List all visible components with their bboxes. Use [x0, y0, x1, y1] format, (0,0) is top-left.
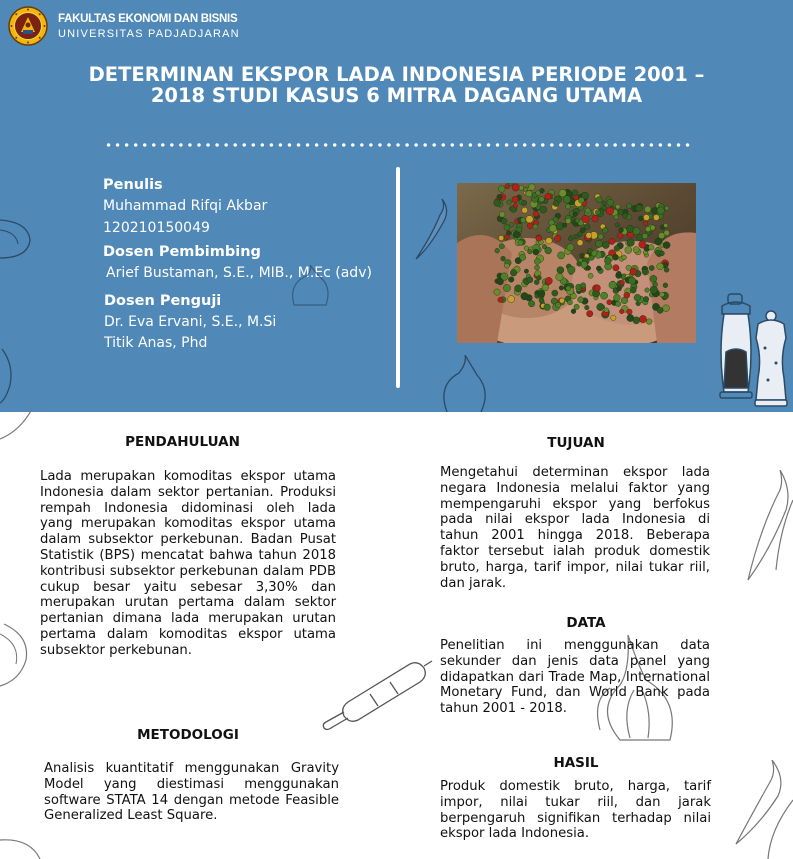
tujuan-title: TUJUAN [547, 435, 605, 451]
supervisor-label: Dosen Pembimbing [103, 244, 261, 260]
pendahuluan-text: Lada merupakan komoditas ekspor utama Indonesia dalam sektor pertanian. Produksi rempah Indonesia didominasi oleh lada yang merupakan komoditas ekspor utama dalam subsektor perkebunan. Badan Pusat Statistik (BPS) mencatat bahwa tahun 2018 kontribusi subsektor perkebunan dalam PDB cukup besar yaitu sebesar 3,30% dan merupakan urutan pertama dalam sektor pertanian dimana lada merupakan urutan pertama dalam komoditas ekspor utama subsektor perkebunan. [40, 469, 336, 658]
examiner-label: Dosen Penguji [104, 293, 222, 309]
author-label: Penulis [103, 177, 163, 193]
author-name: Muhammad Rifqi Akbar [103, 198, 268, 214]
metodologi-title: METODOLOGI [137, 727, 239, 743]
chili-icon [0, 405, 36, 445]
dotted-divider [104, 143, 694, 147]
data-text: Penelitian ini menggunakan data sekunder dan jenis data panel yang didapatkan dari Trade Map, International Monetary Fund, dan World Bank pada tahun 2001 - 2018. [440, 638, 710, 717]
pepper-photo [457, 183, 696, 343]
chili-icon [730, 760, 793, 859]
hasil-title: HASIL [553, 755, 599, 771]
garlic-icon [437, 355, 487, 412]
chili-icon [412, 195, 457, 265]
pendahuluan-title: PENDAHULUAN [125, 434, 240, 450]
poster-header [0, 0, 793, 412]
university-name: UNIVERSITAS PADJADJARAN [58, 28, 240, 40]
chili-icon [740, 470, 793, 590]
author-id: 120210150049 [103, 220, 210, 236]
examiner-1-name: Dr. Eva Ervani, S.E., M.Si [104, 314, 277, 330]
data-title: DATA [566, 615, 606, 631]
hasil-text: Produk domestik bruto, harga, tarif impor, nilai tukar riil, dan jarak berpengaruh signifikan terhadap nilai ekspor lada Indonesia. [440, 779, 711, 842]
garlic-icon [0, 830, 45, 859]
examiner-2-name: Titik Anas, Phd [104, 335, 208, 351]
chili-icon [0, 345, 25, 405]
tujuan-text: Mengetahui determinan ekspor lada negara Indonesia melalui faktor yang mempengaruhi ekspor yang berfokus pada nilai ekspor lada Indonesia di tahun 2001 hingga 2018. Beberapa faktor tersebut ialah produk domestik bruto, harga, tarif impor, nilai tukar riil, dan jarak. [440, 465, 710, 591]
poster-title: DETERMINAN EKSPOR LADA INDONESIA PERIODE 2001 – 2018 STUDI KASUS 6 MITRA DAGANG UTAMA [88, 63, 705, 107]
garlic-icon [0, 200, 38, 260]
faculty-name: FAKULTAS EKONOMI DAN BISNIS [58, 13, 238, 25]
chili-icon [0, 620, 40, 690]
metodologi-text: Analisis kuantitatif menggunakan Gravity Model yang diestimasi menggunakan software STATA 14 dengan metode Feasible Generalized Least Square. [44, 761, 339, 824]
supervisor-name: Arief Bustaman, S.E., MIB., M.Ec (adv) [106, 265, 372, 281]
university-logo-icon [8, 6, 48, 46]
header-vertical-divider [396, 167, 400, 388]
garlic-icon [290, 265, 330, 310]
pepper-grinder-icon [750, 308, 792, 408]
rolling-pin-icon [320, 652, 435, 732]
